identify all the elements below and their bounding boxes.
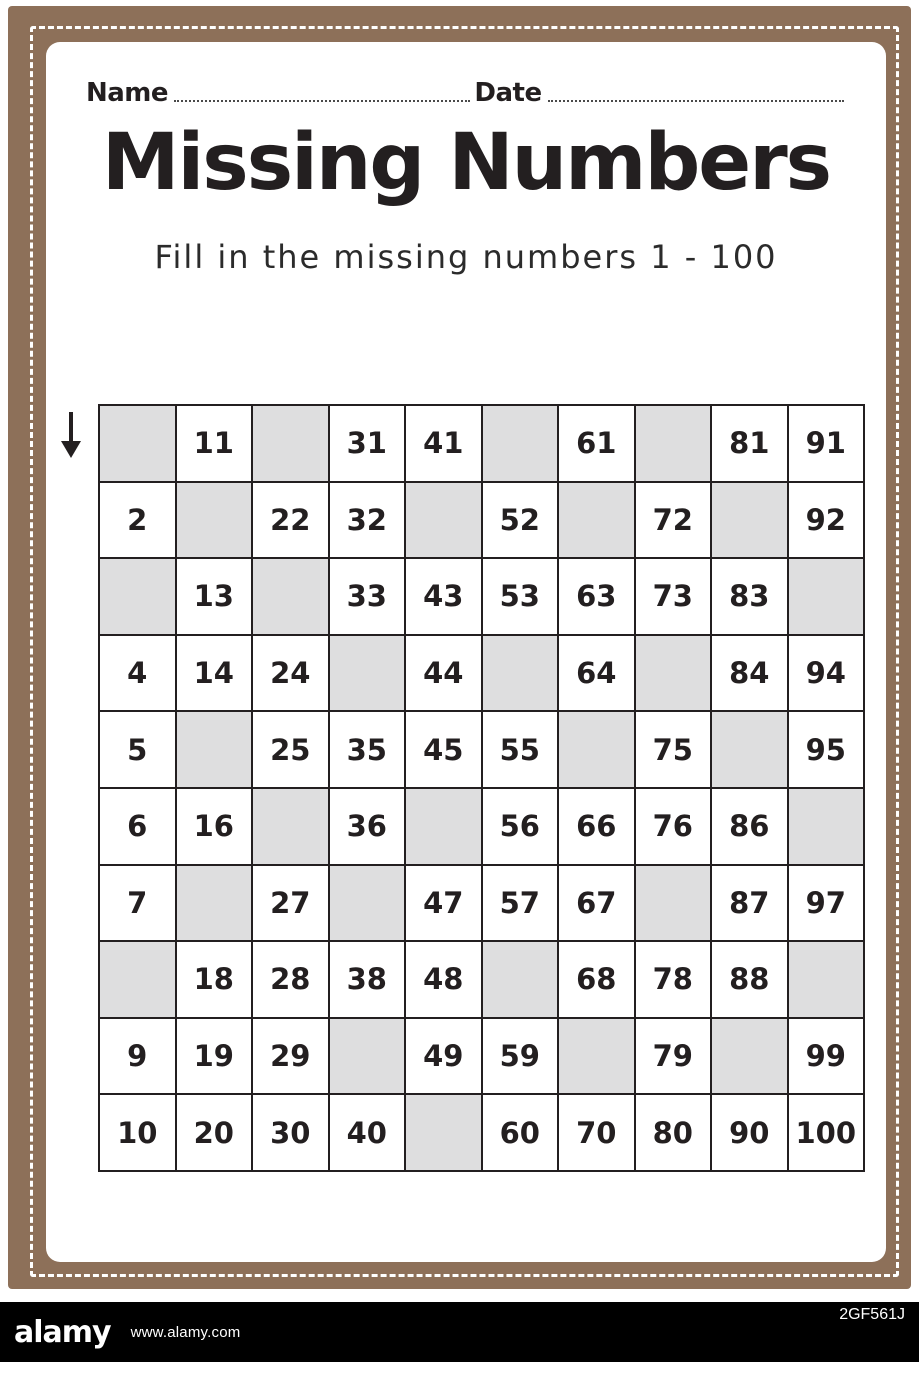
grid-cell-number: 99 xyxy=(788,1018,865,1095)
grid-cell-number: 13 xyxy=(176,558,253,635)
alamy-url: www.alamy.com xyxy=(130,1323,241,1341)
grid-cell-number: 38 xyxy=(329,941,406,1018)
grid-cell-blank[interactable] xyxy=(99,558,176,635)
grid-cell-number: 60 xyxy=(482,1094,559,1171)
grid-cell-number: 47 xyxy=(405,865,482,942)
grid-cell-number: 87 xyxy=(711,865,788,942)
grid-cell-number: 9 xyxy=(99,1018,176,1095)
grid-cell-blank[interactable] xyxy=(405,482,482,559)
grid-cell-blank[interactable] xyxy=(99,405,176,482)
grid-cell-blank[interactable] xyxy=(788,788,865,865)
grid-cell-number: 32 xyxy=(329,482,406,559)
grid-cell-number: 11 xyxy=(176,405,253,482)
date-label: Date xyxy=(474,78,542,108)
grid-cell-number: 84 xyxy=(711,635,788,712)
grid-cell-blank[interactable] xyxy=(558,1018,635,1095)
grid-cell-number: 95 xyxy=(788,711,865,788)
date-write-line[interactable] xyxy=(548,99,844,102)
grid-row xyxy=(99,1094,864,1171)
grid-cell-number: 30 xyxy=(252,1094,329,1171)
grid-cell-number: 78 xyxy=(635,941,712,1018)
grid-cell-number: 67 xyxy=(558,865,635,942)
grid-cell-blank[interactable] xyxy=(176,711,253,788)
grid-cell-number: 33 xyxy=(329,558,406,635)
grid-cell-number: 94 xyxy=(788,635,865,712)
grid-cell-number: 59 xyxy=(482,1018,559,1095)
grid-row xyxy=(99,788,864,865)
grid-row xyxy=(99,941,864,1018)
grid-cell-number: 18 xyxy=(176,941,253,1018)
grid-cell-number: 31 xyxy=(329,405,406,482)
grid-cell-number: 20 xyxy=(176,1094,253,1171)
grid-row xyxy=(99,711,864,788)
grid-cell-blank[interactable] xyxy=(788,558,865,635)
grid-row xyxy=(99,558,864,635)
grid-cell-number: 40 xyxy=(329,1094,406,1171)
grid-cell-number: 44 xyxy=(405,635,482,712)
grid-cell-number: 76 xyxy=(635,788,712,865)
grid-cell-blank[interactable] xyxy=(329,635,406,712)
grid-cell-number: 25 xyxy=(252,711,329,788)
grid-cell-number: 61 xyxy=(558,405,635,482)
grid-cell-number: 66 xyxy=(558,788,635,865)
grid-cell-blank[interactable] xyxy=(558,482,635,559)
grid-cell-number: 63 xyxy=(558,558,635,635)
grid-cell-blank[interactable] xyxy=(176,865,253,942)
hundreds-chart xyxy=(98,404,857,1150)
grid-cell-number: 91 xyxy=(788,405,865,482)
grid-cell-number: 19 xyxy=(176,1018,253,1095)
grid-cell-number: 48 xyxy=(405,941,482,1018)
grid-cell-number: 4 xyxy=(99,635,176,712)
grid-cell-number: 55 xyxy=(482,711,559,788)
grid-cell-number: 5 xyxy=(99,711,176,788)
grid-cell-number: 56 xyxy=(482,788,559,865)
grid-cell-number: 29 xyxy=(252,1018,329,1095)
grid-cell-number: 92 xyxy=(788,482,865,559)
grid-cell-blank[interactable] xyxy=(482,635,559,712)
grid-cell-number: 43 xyxy=(405,558,482,635)
name-date-row xyxy=(86,74,848,108)
grid-row xyxy=(99,482,864,559)
grid-cell-blank[interactable] xyxy=(635,635,712,712)
grid-cell-number: 53 xyxy=(482,558,559,635)
grid-cell-number: 7 xyxy=(99,865,176,942)
grid-cell-blank[interactable] xyxy=(252,788,329,865)
name-label: Name xyxy=(86,78,169,108)
grid-row xyxy=(99,1018,864,1095)
grid-cell-number: 88 xyxy=(711,941,788,1018)
grid-cell-number: 73 xyxy=(635,558,712,635)
grid-cell-number: 97 xyxy=(788,865,865,942)
grid-cell-blank[interactable] xyxy=(788,941,865,1018)
white-sheet xyxy=(46,42,886,1262)
grid-cell-number: 72 xyxy=(635,482,712,559)
page-title: Missing Numbers xyxy=(101,118,831,208)
grid-cell-number: 57 xyxy=(482,865,559,942)
grid-cell-number: 14 xyxy=(176,635,253,712)
brown-border xyxy=(8,6,911,1289)
alamy-footer-bar xyxy=(0,1302,919,1362)
grid-cell-number: 36 xyxy=(329,788,406,865)
grid-cell-blank[interactable] xyxy=(252,405,329,482)
grid-cell-blank[interactable] xyxy=(635,865,712,942)
grid-cell-number: 49 xyxy=(405,1018,482,1095)
grid-cell-blank[interactable] xyxy=(482,941,559,1018)
grid-cell-number: 10 xyxy=(99,1094,176,1171)
grid-cell-number: 52 xyxy=(482,482,559,559)
grid-cell-blank[interactable] xyxy=(329,865,406,942)
grid-cell-blank[interactable] xyxy=(176,482,253,559)
grid-cell-number: 41 xyxy=(405,405,482,482)
grid-cell-number: 83 xyxy=(711,558,788,635)
grid-row xyxy=(99,405,864,482)
grid-cell-number: 45 xyxy=(405,711,482,788)
alamy-logo: alamy xyxy=(14,1314,111,1350)
grid-cell-blank[interactable] xyxy=(711,482,788,559)
number-grid xyxy=(98,404,865,1172)
grid-cell-number: 100 xyxy=(788,1094,865,1171)
grid-cell-number: 16 xyxy=(176,788,253,865)
grid-cell-number: 64 xyxy=(558,635,635,712)
grid-cell-number: 6 xyxy=(99,788,176,865)
down-arrow-icon xyxy=(54,410,88,460)
grid-cell-blank[interactable] xyxy=(635,405,712,482)
grid-cell-blank[interactable] xyxy=(99,941,176,1018)
grid-cell-number: 81 xyxy=(711,405,788,482)
grid-cell-number: 70 xyxy=(558,1094,635,1171)
grid-cell-blank[interactable] xyxy=(711,1018,788,1095)
grid-cell-blank[interactable] xyxy=(329,1018,406,1095)
instructions-text: Fill in the missing numbers 1 - 100 xyxy=(154,238,778,276)
grid-row xyxy=(99,635,864,712)
grid-cell-number: 2 xyxy=(99,482,176,559)
grid-cell-blank[interactable] xyxy=(252,558,329,635)
grid-cell-number: 79 xyxy=(635,1018,712,1095)
grid-cell-number: 22 xyxy=(252,482,329,559)
name-write-line[interactable] xyxy=(174,99,470,102)
grid-cell-number: 75 xyxy=(635,711,712,788)
grid-cell-number: 28 xyxy=(252,941,329,1018)
grid-cell-blank[interactable] xyxy=(405,788,482,865)
image-id: 2GF561J xyxy=(839,1306,905,1323)
grid-cell-number: 24 xyxy=(252,635,329,712)
grid-cell-number: 68 xyxy=(558,941,635,1018)
grid-cell-number: 90 xyxy=(711,1094,788,1171)
grid-cell-blank[interactable] xyxy=(711,711,788,788)
grid-cell-number: 86 xyxy=(711,788,788,865)
grid-cell-number: 27 xyxy=(252,865,329,942)
grid-cell-blank[interactable] xyxy=(482,405,559,482)
grid-cell-number: 35 xyxy=(329,711,406,788)
grid-cell-number: 80 xyxy=(635,1094,712,1171)
grid-row xyxy=(99,865,864,942)
grid-cell-blank[interactable] xyxy=(558,711,635,788)
grid-cell-blank[interactable] xyxy=(405,1094,482,1171)
